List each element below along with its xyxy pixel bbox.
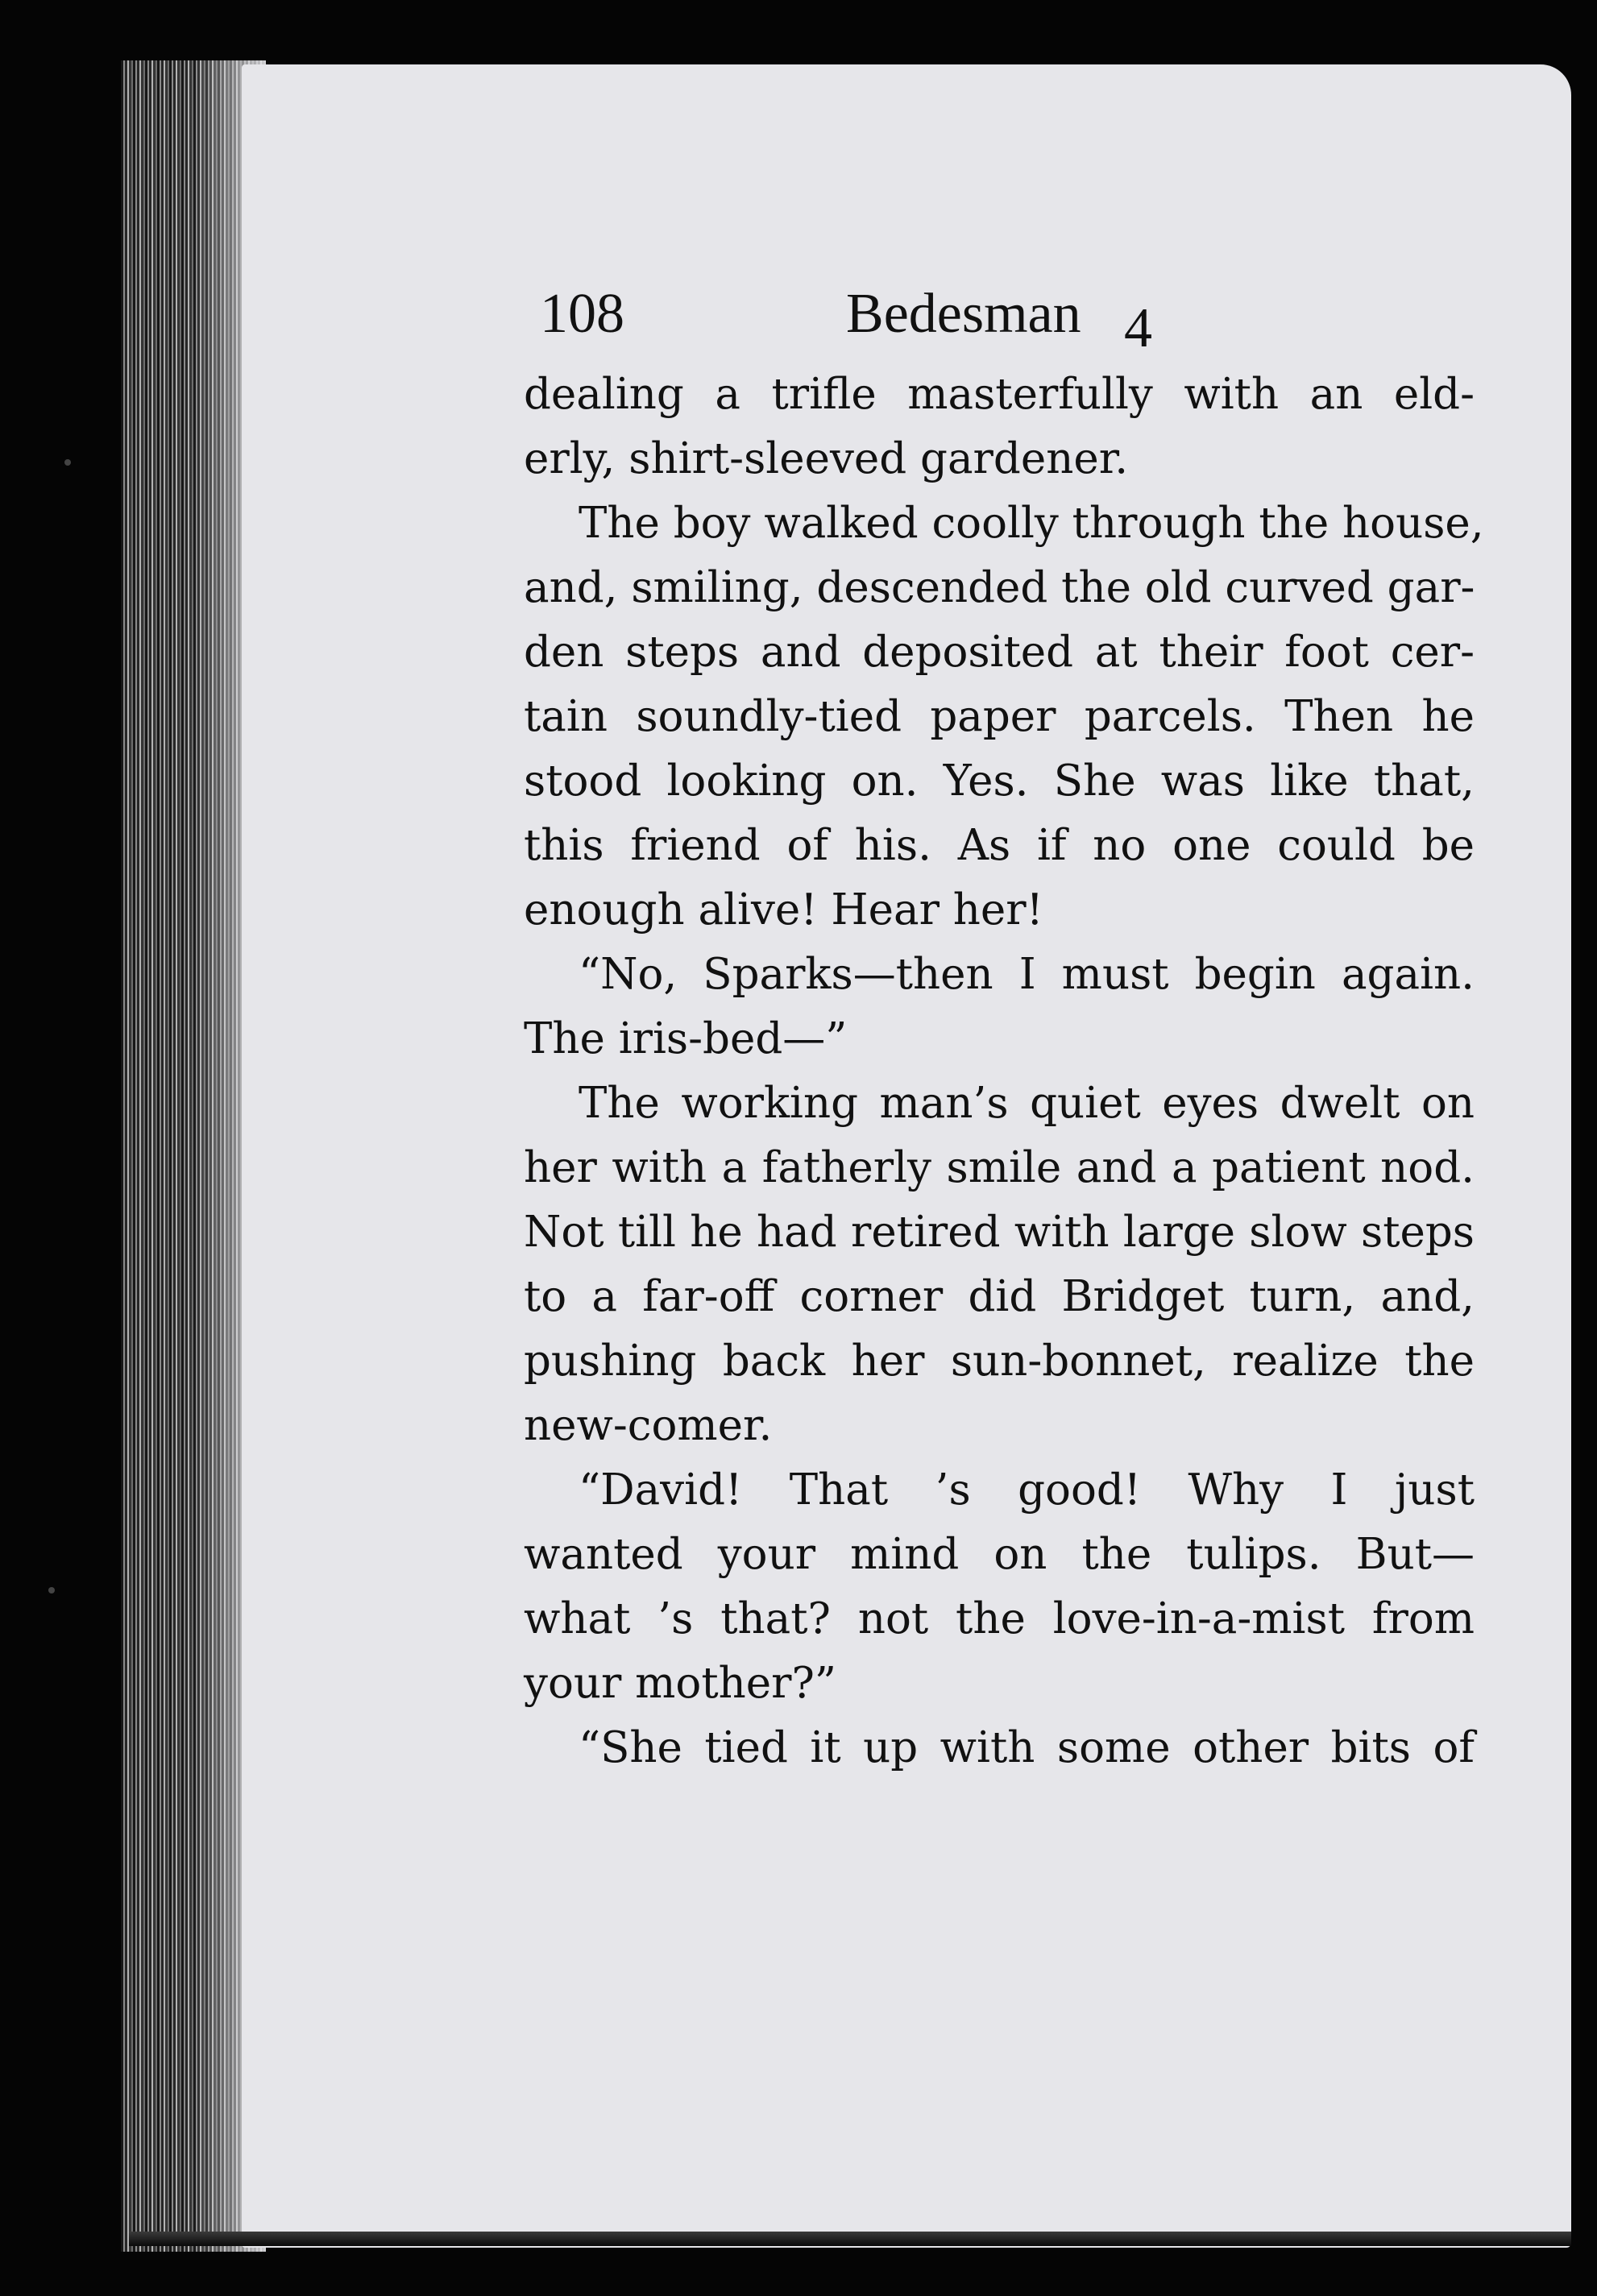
running-head-title: Bedesman — [846, 283, 1081, 345]
text-line: Not till he had retired with large slow steps — [524, 1208, 1475, 1257]
text-line: this friend of his. As if no one could be — [524, 821, 1475, 870]
text-line: her with a fatherly smile and a patient nod. — [524, 1143, 1475, 1192]
text-line: what ’s that? not the love-in-a-mist from — [524, 1594, 1475, 1643]
page-edge-gradient — [193, 60, 266, 2252]
text-line: stood looking on. Yes. She was like that, — [524, 756, 1475, 806]
text-line: your mother?” — [524, 1659, 836, 1708]
text-line: dealing a trifle masterfully with an eld- — [524, 370, 1475, 419]
text-line: enough alive! Hear her! — [524, 885, 1043, 935]
text-line: “David! That ’s good! Why I just — [579, 1465, 1475, 1515]
signature-mark: 4 — [1124, 297, 1152, 359]
text-line: tain soundly-tied paper parcels. Then he — [524, 692, 1475, 741]
scan-speck — [48, 1587, 55, 1594]
text-line: pushing back her sun-bonnet, realize the — [524, 1337, 1475, 1386]
page-number: 108 — [540, 283, 624, 345]
running-head — [524, 266, 1475, 363]
text-line: den steps and deposited at their foot cer- — [524, 628, 1475, 677]
text-line: “She tied it up with some other bits of — [579, 1723, 1475, 1772]
text-line: and, smiling, descended the old curved gar- — [524, 563, 1475, 612]
text-line: “No, Sparks—then I must begin again. — [579, 950, 1475, 999]
scan-speck — [64, 459, 71, 466]
text-line: new-comer. — [524, 1401, 773, 1450]
page-text-block — [524, 266, 1484, 1780]
page-bottom-shadow — [129, 2232, 1571, 2246]
text-line: wanted your mind on the tulips. But— — [524, 1530, 1475, 1579]
text-line: erly, shirt-sleeved gardener. — [524, 434, 1129, 483]
text-line: The iris-bed—” — [524, 1014, 848, 1063]
text-line: to a far-off corner did Bridget turn, and, — [524, 1272, 1475, 1321]
text-line: The working man’s quiet eyes dwelt on — [579, 1079, 1475, 1128]
text-line: The boy walked coolly through the house, — [579, 499, 1484, 548]
